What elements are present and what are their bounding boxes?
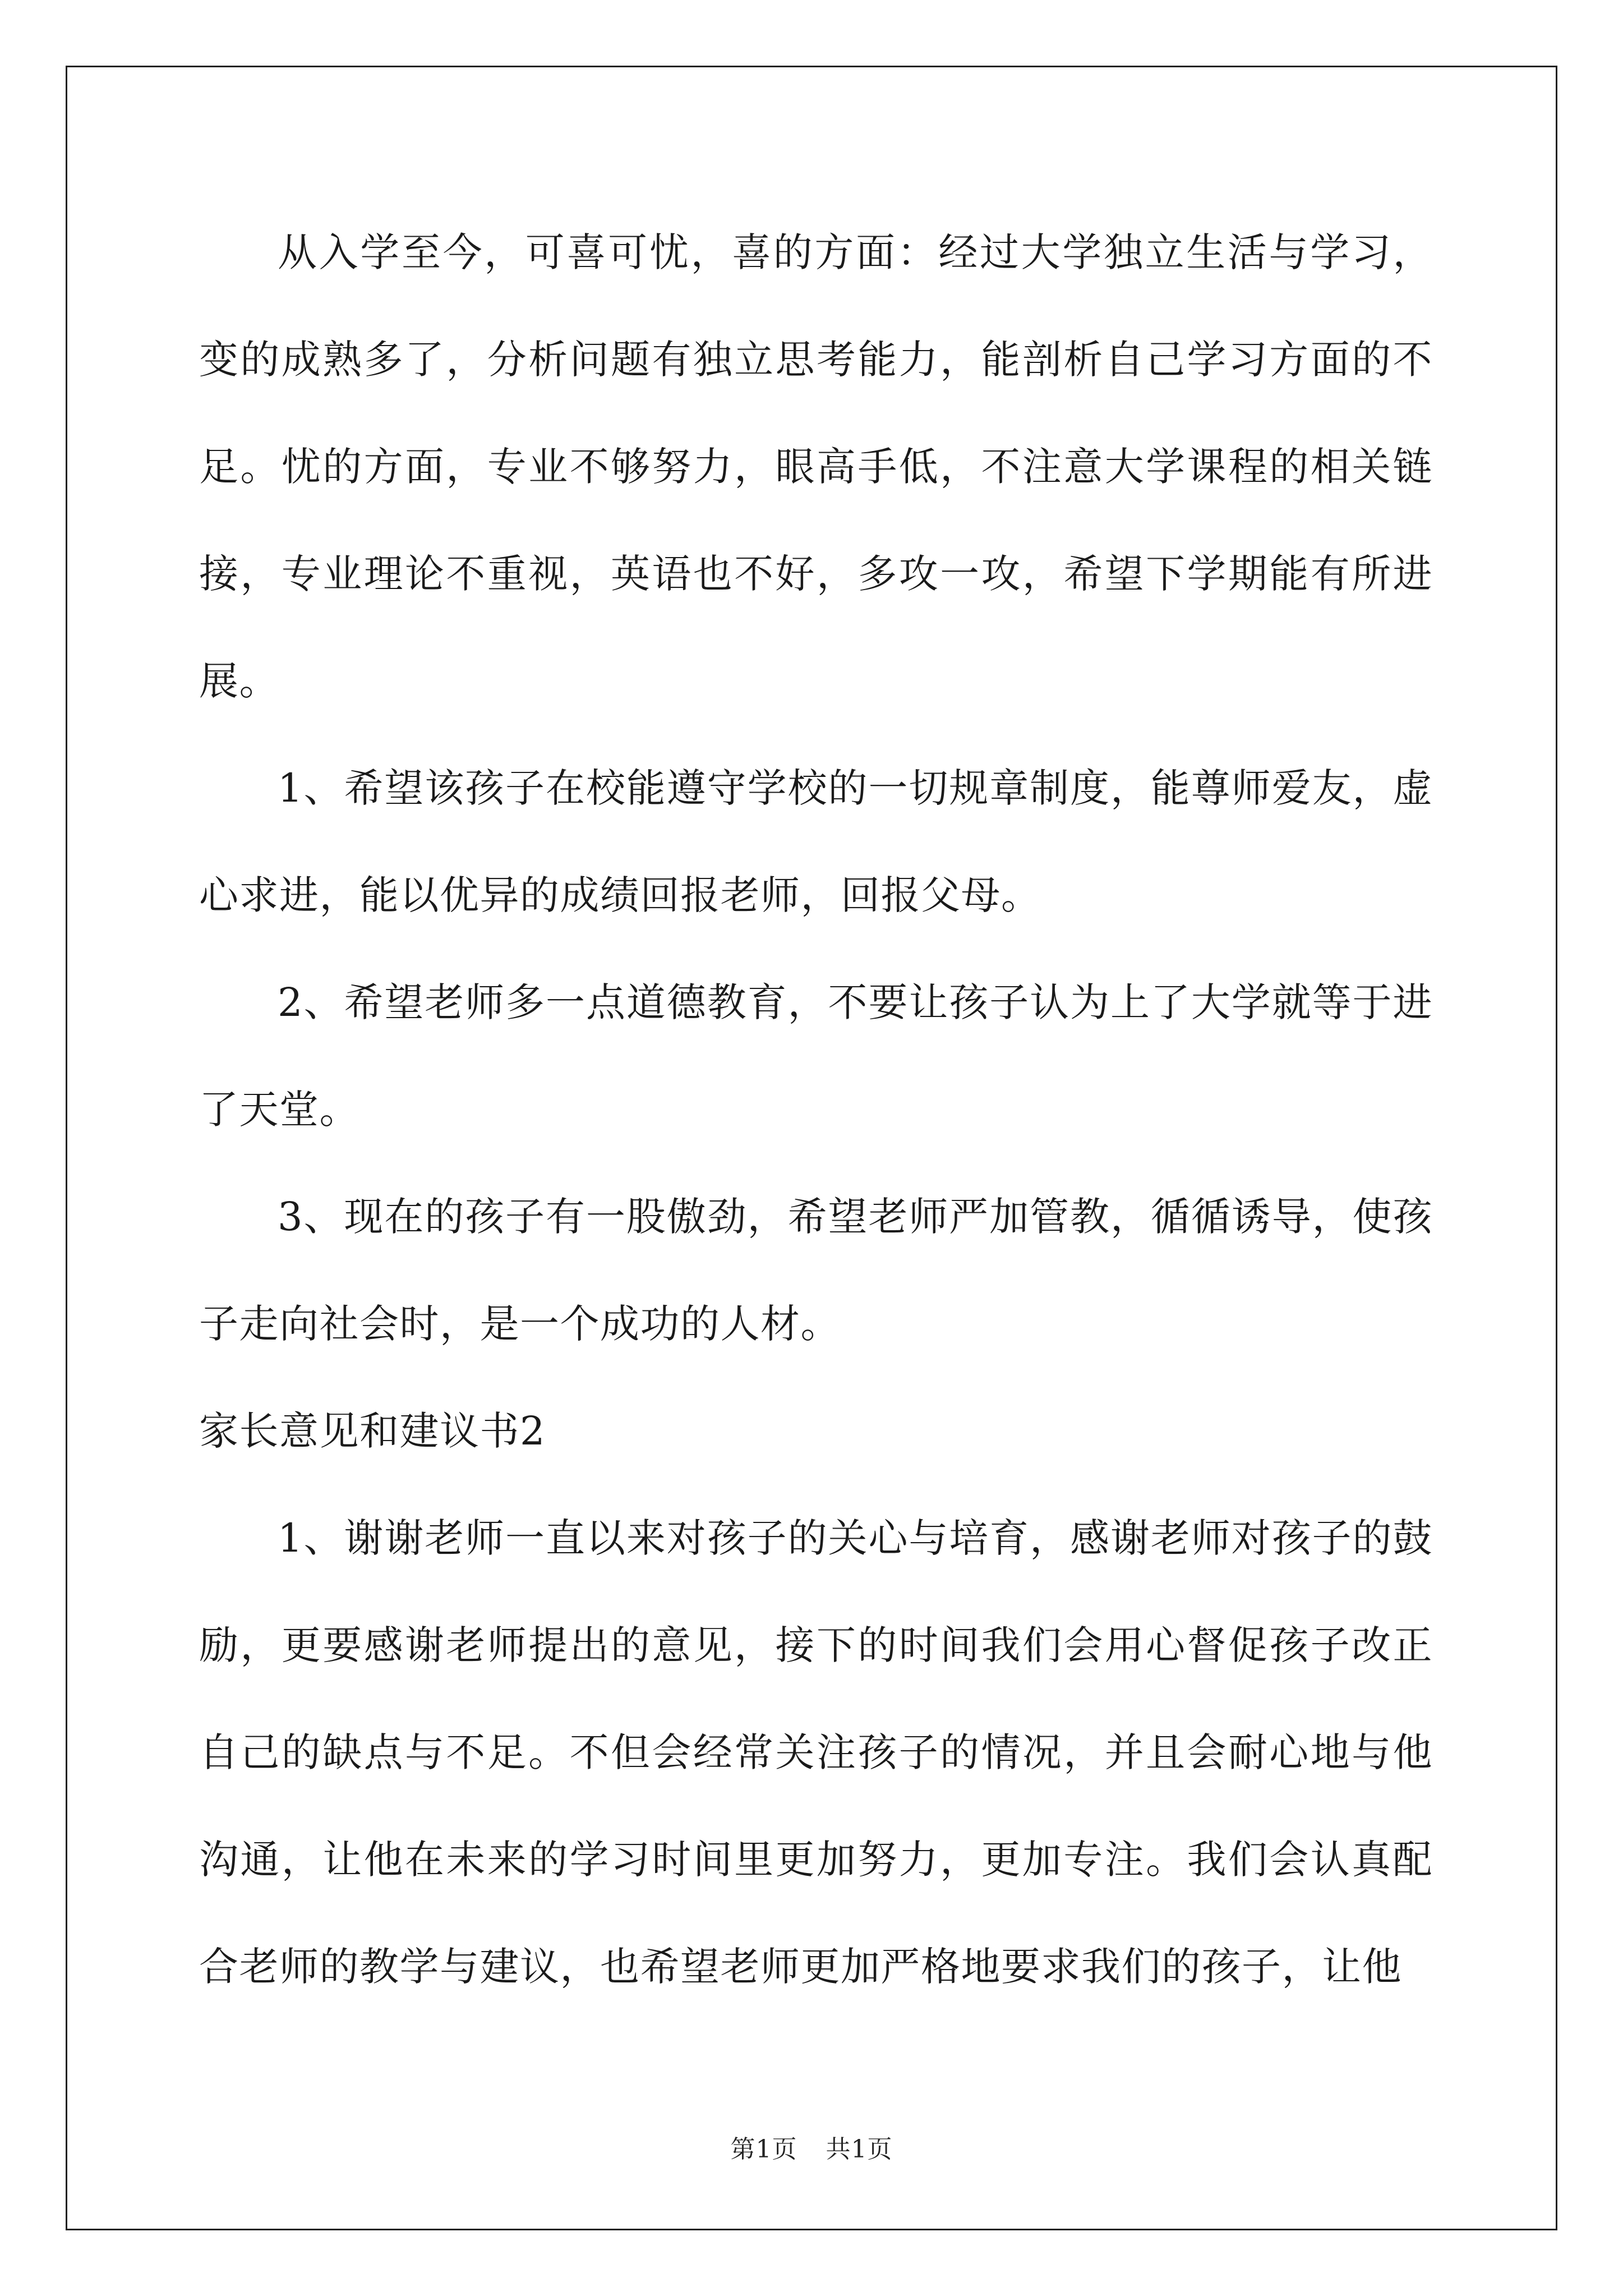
document-body	[199, 199, 1433, 2021]
page-number: 第1页	[730, 2135, 797, 2164]
paragraph-1: 从入学至今，可喜可忧，喜的方面：经过大学独立生活与学习，变的成熟多了，分析问题有独立思考能力，能剖析自己学习方面的不足。忧的方面，专业不够努力，眼高手低，不注意大学课程的相关链接，专业理论不重视，英语也不好，多攻一攻，希望下学期能有所进展。	[199, 229, 1433, 704]
paragraph-3: 2、希望老师多一点道德教育，不要让孩子认为上了大学就等于进了天堂。	[199, 979, 1433, 1133]
paragraph-5: 1、谢谢老师一直以来对孩子的关心与培育，感谢老师对孩子的鼓励，更要感谢老师提出的意见，接下的时间我们会用心督促孩子改正自己的缺点与不足。不但会经常关注孩子的情况，并且会耐心地与他沟通，让他在未来的学习时间里更加努力，更加专注。我们会认真配合老师的教学与建议，也希望老师更加严格地要求我们的孩子，让他	[199, 1515, 1433, 1990]
page-total: 共1页	[826, 2135, 893, 2164]
page-footer	[0, 2129, 1623, 2165]
section-heading: 家长意见和建议书2	[199, 1408, 546, 1454]
paragraph-4: 3、现在的孩子有一股傲劲，希望老师严加管教，循循诱导，使孩子走向社会时，是一个成功的人材。	[199, 1194, 1433, 1347]
paragraph-2: 1、希望该孩子在校能遵守学校的一切规章制度，能尊师爱友，虚心求进，能以优异的成绩回报老师，回报父母。	[199, 765, 1433, 918]
